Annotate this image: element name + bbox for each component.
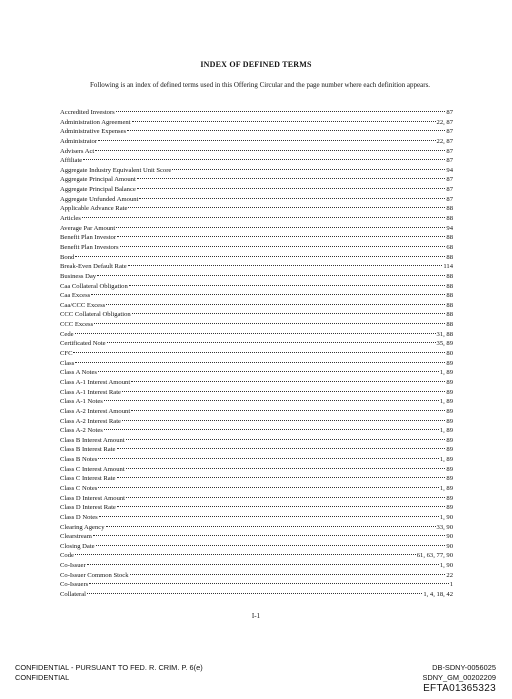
dot-leader [128, 265, 443, 266]
dot-leader [120, 246, 446, 247]
index-page-refs: 22 [446, 571, 453, 579]
index-page-refs: 1, 90 [439, 513, 453, 521]
index-term: Class [60, 359, 75, 367]
dot-leader [116, 227, 445, 228]
index-entry [60, 417, 453, 427]
index-page-refs: 87 [446, 109, 453, 116]
index-page-refs: 80 [446, 350, 453, 358]
index-page-refs: 89 [446, 378, 453, 386]
index-page-refs: 61, 63, 77, 90 [416, 552, 453, 560]
index-term: Articles [60, 215, 81, 223]
index-entry [60, 339, 453, 349]
index-entry [60, 156, 453, 166]
dot-leader [91, 294, 445, 295]
index-page-refs: 1, 89 [439, 427, 453, 435]
index-page-refs: 1, 89 [439, 369, 453, 377]
index-page-refs: 89 [446, 494, 453, 502]
index-term: Advisers Act [60, 147, 95, 155]
dot-leader [106, 304, 445, 305]
index-entry [60, 407, 453, 417]
index-term: Administration Agreement [60, 118, 131, 126]
index-term: Break-Even Default Rate [60, 263, 127, 271]
index-page-refs: 1 [449, 581, 453, 589]
index-page-refs: 88 [446, 253, 453, 261]
index-entry [60, 368, 453, 378]
index-page-refs: 22, 87 [436, 137, 453, 145]
dot-leader [87, 564, 439, 565]
index-term: Affiliate [60, 157, 83, 165]
index-entry [60, 349, 453, 359]
index-term: Class A Notes [60, 369, 98, 377]
dot-leader [137, 178, 446, 179]
index-term: Co-Issuer [60, 562, 86, 570]
dot-leader [75, 554, 416, 555]
index-entry [60, 359, 453, 369]
index-page-refs: 88 [446, 282, 453, 290]
dot-leader [96, 545, 446, 546]
index-page-refs: 35, 89 [436, 340, 453, 348]
index-entry [60, 195, 453, 205]
index-page-refs: 31, 88 [436, 330, 453, 338]
index-term: Class B Interest Amount [60, 436, 125, 444]
dot-leader [132, 313, 446, 314]
dot-leader [87, 593, 422, 594]
confidential-notice: CONFIDENTIAL - PURSUANT TO FED. R. CRIM. P. 6(e) [15, 663, 203, 672]
index-page-refs: 1, 4, 18, 42 [423, 591, 453, 599]
index-page-refs: 68 [446, 243, 453, 251]
index-page-refs: 88 [446, 272, 453, 280]
index-page-refs: 89 [446, 465, 453, 473]
doc-id: DB-SDNY-0056025 [432, 663, 496, 672]
page-title: INDEX OF DEFINED TERMS [200, 60, 312, 69]
dot-leader [172, 169, 445, 170]
dot-leader [104, 400, 439, 401]
dot-leader [94, 323, 445, 324]
dot-leader [128, 207, 445, 208]
index-entry [60, 378, 453, 388]
index-term: Bond [60, 253, 75, 261]
index-page-refs: 88 [446, 234, 453, 242]
index-entry [60, 484, 453, 494]
index-entry [60, 580, 453, 590]
index-page-refs: 87 [446, 147, 453, 155]
index-entry [60, 204, 453, 214]
dot-leader [97, 275, 445, 276]
dot-leader [75, 256, 445, 257]
index-term: Applicable Advance Rate [60, 205, 128, 213]
index-term: Caa/CCC Excess [60, 301, 106, 309]
index-page-refs: 22, 87 [436, 118, 453, 126]
index-term: Class A-1 Notes [60, 398, 103, 406]
index-term: Aggregate Unfunded Amount [60, 195, 139, 203]
index-term: Class B Notes [60, 456, 98, 464]
dot-leader [98, 458, 438, 459]
dot-leader [75, 362, 445, 363]
index-term: Clearing Agency [60, 523, 105, 531]
index-entry [60, 147, 453, 157]
dot-leader [93, 535, 446, 536]
index-entry [60, 301, 453, 311]
index-term: Class A-1 Interest Rate [60, 388, 121, 396]
index-page-refs: 89 [446, 475, 453, 483]
index-page-refs: 89 [446, 407, 453, 415]
footer-left [15, 663, 203, 683]
index-term: Certificated Note [60, 340, 106, 348]
index-page-refs: 1, 89 [439, 484, 453, 492]
dot-leader [137, 188, 446, 189]
bates-number: EFTA01365323 [423, 683, 496, 694]
index-page-refs: 89 [446, 388, 453, 396]
index-entry [60, 494, 453, 504]
index-term: Class C Notes [60, 484, 98, 492]
confidential-label: CONFIDENTIAL [15, 673, 70, 682]
index-entry [60, 503, 453, 513]
index-entry [60, 243, 453, 253]
index-entry [60, 253, 453, 263]
index-entry [60, 542, 453, 552]
dot-leader [98, 140, 436, 141]
index-entry [60, 291, 453, 301]
dot-leader [122, 391, 445, 392]
index-entry [60, 320, 453, 330]
index-page-refs: 1, 90 [439, 562, 453, 570]
index-page-refs: 89 [446, 359, 453, 367]
dot-leader [126, 468, 446, 469]
index-entry [60, 465, 453, 475]
dot-leader [98, 487, 438, 488]
index-entry [60, 108, 453, 118]
index-term: Aggregate Industry Equivalent Unit Score [60, 166, 172, 174]
dot-leader [130, 574, 446, 575]
index-term: Aggregate Principal Amount [60, 176, 136, 184]
index-term: Clearstream [60, 533, 92, 541]
index-page-refs: 88 [446, 311, 453, 319]
dot-leader [75, 333, 436, 334]
index-entry [60, 513, 453, 523]
index-entry [60, 127, 453, 137]
dot-leader [127, 130, 445, 131]
index-entry [60, 175, 453, 185]
dot-leader [89, 583, 448, 584]
index-entry [60, 233, 453, 243]
index-page-refs: 90 [446, 533, 453, 541]
index-entry [60, 330, 453, 340]
dot-leader [132, 121, 436, 122]
index-page-refs: 87 [446, 157, 453, 165]
index-page-refs: 87 [446, 176, 453, 184]
dot-leader [139, 198, 445, 199]
index-entry [60, 590, 453, 600]
index-term: Class C Interest Amount [60, 465, 125, 473]
index-page-refs: 94 [446, 224, 453, 232]
index-entry [60, 272, 453, 282]
dot-leader [83, 159, 445, 160]
index-entry [60, 224, 453, 234]
index-page-refs: 1, 89 [439, 456, 453, 464]
index-page-refs: 87 [446, 128, 453, 136]
index-page-refs: 89 [446, 417, 453, 425]
index-term: Co-Issuer Common Stock [60, 571, 129, 579]
dot-leader [116, 111, 446, 112]
index-term: Collateral [60, 591, 86, 599]
index-term: Cede [60, 330, 74, 338]
dot-leader [126, 439, 446, 440]
index-entry [60, 532, 453, 542]
index-page-refs: 114 [443, 263, 453, 271]
index-term: Administrative Expenses [60, 128, 127, 136]
index-term: Caa Excess [60, 292, 91, 300]
index-page-refs: 88 [446, 292, 453, 300]
index-page-refs: 1, 89 [439, 398, 453, 406]
index-page-refs: 89 [446, 446, 453, 454]
index-page-refs: 87 [446, 195, 453, 203]
index-entry [60, 137, 453, 147]
index-page-refs: 88 [446, 205, 453, 213]
index-page-refs: 33, 90 [436, 523, 453, 531]
index-term: Benefit Plan Investors [60, 243, 119, 251]
index-term: Administrator [60, 137, 97, 145]
index-term: Class D Notes [60, 513, 98, 521]
index-term: Benefit Plan Investor [60, 234, 117, 242]
index-entry [60, 523, 453, 533]
dot-leader [107, 342, 436, 343]
dot-leader [131, 381, 445, 382]
index-list [60, 108, 453, 600]
index-term: Class C Interest Rate [60, 475, 116, 483]
index-entry [60, 310, 453, 320]
index-entry [60, 426, 453, 436]
intro-paragraph: Following is an index of defined terms used in this Offering Circular and the page number where each definition appears. [90, 81, 431, 89]
dot-leader [104, 429, 439, 430]
index-term: Class A-1 Interest Amount [60, 378, 131, 386]
index-entry [60, 166, 453, 176]
index-term: Average Par Amount [60, 224, 116, 232]
index-term: Aggregate Principal Balance [60, 186, 136, 194]
dot-leader [95, 150, 445, 151]
index-term: Code [60, 552, 74, 560]
dot-leader [129, 285, 446, 286]
index-page-refs: 89 [446, 504, 453, 512]
index-page-refs: 94 [446, 166, 453, 174]
footer-right [422, 663, 496, 683]
index-page-refs: 88 [446, 215, 453, 223]
dot-leader [117, 506, 446, 507]
index-entry [60, 397, 453, 407]
dot-leader [117, 448, 446, 449]
index-term: Class D Interest Rate [60, 504, 116, 512]
index-term: Class A-2 Notes [60, 427, 103, 435]
index-entry [60, 561, 453, 571]
index-page-refs: 87 [446, 186, 453, 194]
index-term: CCC Collateral Obligation [60, 311, 131, 319]
dot-leader [117, 236, 445, 237]
index-entry [60, 388, 453, 398]
index-entry [60, 214, 453, 224]
dot-leader [99, 516, 439, 517]
index-term: Class D Interest Amount [60, 494, 126, 502]
index-entry [60, 445, 453, 455]
dot-leader [73, 352, 445, 353]
index-term: Business Day [60, 272, 97, 280]
dot-leader [126, 497, 445, 498]
index-entry [60, 455, 453, 465]
index-entry [60, 262, 453, 272]
index-term: Closing Date [60, 542, 95, 550]
sdny-id: SDNY_GM_00202209 [422, 673, 496, 682]
dot-leader [98, 371, 439, 372]
index-page-refs: 88 [446, 301, 453, 309]
index-term: CCC Excess [60, 321, 94, 329]
index-entry [60, 185, 453, 195]
index-term: Class A-2 Interest Amount [60, 407, 131, 415]
page-number: I-1 [251, 612, 261, 620]
index-term: Caa Collateral Obligation [60, 282, 128, 290]
index-entry [60, 436, 453, 446]
index-term: Co-Issuers [60, 581, 89, 589]
index-entry [60, 474, 453, 484]
index-page-refs: 88 [446, 321, 453, 329]
index-entry [60, 282, 453, 292]
dot-leader [82, 217, 446, 218]
index-term: Class B Interest Rate [60, 446, 116, 454]
dot-leader [117, 477, 446, 478]
dot-leader [131, 410, 445, 411]
index-term: Accredited Investors [60, 109, 115, 116]
index-entry [60, 571, 453, 581]
dot-leader [106, 526, 436, 527]
index-page-refs: 89 [446, 436, 453, 444]
index-term: Class A-2 Interest Rate [60, 417, 121, 425]
index-term: CFC [60, 350, 73, 358]
index-page-refs: 90 [446, 542, 453, 550]
index-entry [60, 551, 453, 561]
index-entry [60, 118, 453, 128]
dot-leader [122, 420, 445, 421]
